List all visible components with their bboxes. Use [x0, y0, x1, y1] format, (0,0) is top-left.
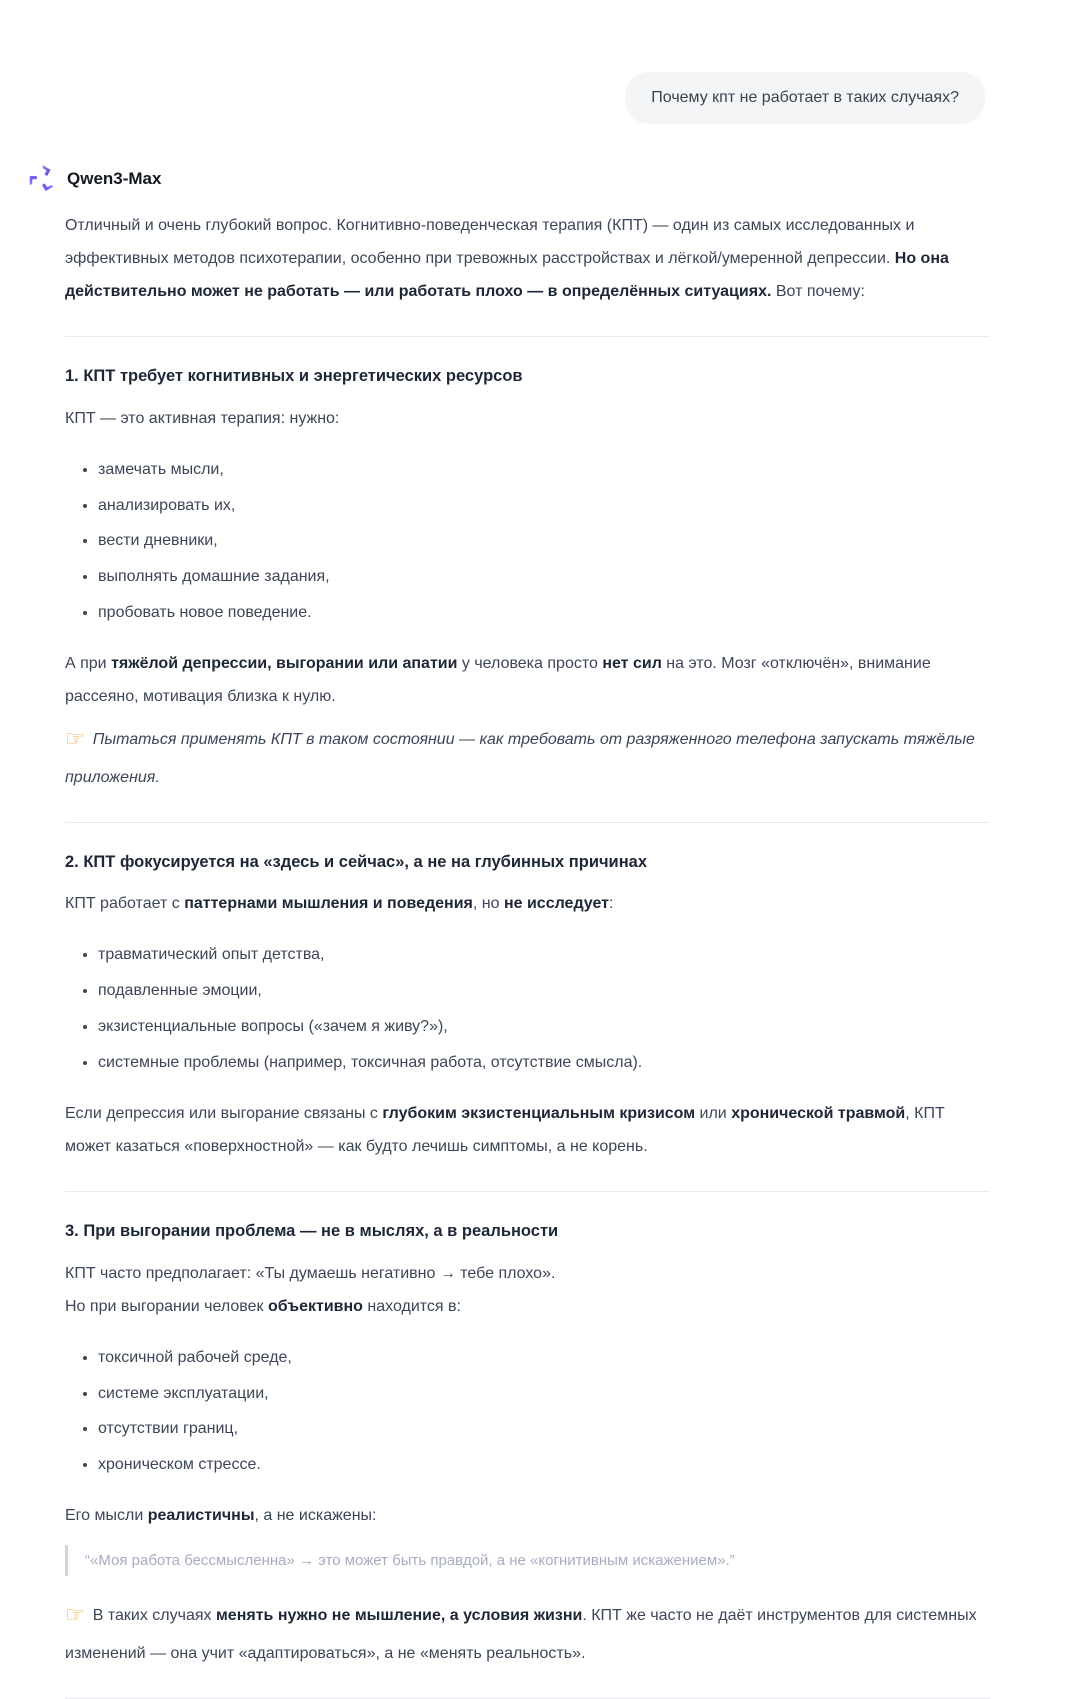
quote-block — [65, 1545, 990, 1576]
text: находится в: — [362, 1297, 461, 1315]
text: Его мысли — [65, 1507, 148, 1525]
intro-bold: Но она действительно может не работать — или работать плохо — в определённых ситуациях. — [65, 249, 949, 300]
bold-text: тяжёлой депрессии, выгорании или апатии — [111, 655, 458, 673]
list-item: • замечать мысли, — [98, 454, 990, 487]
list-item: • вести дневники, — [98, 525, 990, 558]
list-item: • выполнять домашние задания, — [98, 561, 990, 594]
list-item: • системе эксплуатации, — [98, 1378, 990, 1411]
section-1-lead: КПТ — это активная терапия: нужно: — [65, 409, 340, 427]
bold-text: не исследует — [503, 895, 610, 913]
model-name: Qwen3-Max — [67, 169, 162, 188]
text: В таких случаях — [92, 1607, 216, 1625]
note-italic-text: Пытаться применять КПТ в таком состоянии — как требовать от разряженного телефона запускать тяжёлые приложения. — [65, 731, 975, 786]
section-3-heading: 3. При выгорании проблема — не в мыслях, а в реальности — [65, 1221, 559, 1240]
assistant-header — [25, 162, 990, 196]
assistant-message — [25, 162, 990, 1699]
section-2-list — [65, 939, 990, 1080]
bold-text: реалистичны — [147, 1507, 255, 1525]
list-item: • системные проблемы (например, токсичная работа, отсутствие смысла). — [98, 1047, 990, 1080]
section-1-heading: 1. КПТ требует когнитивных и энергетических ресурсов — [65, 366, 523, 385]
bold-text: объективно — [267, 1297, 363, 1315]
list-item: • анализировать их, — [98, 490, 990, 523]
text: КПТ часто предполагает: «Ты думаешь негативно → тебе плохо». — [65, 1264, 556, 1282]
section-1-list — [65, 454, 990, 631]
text: , а не искажены: — [254, 1507, 377, 1525]
assistant-body — [65, 210, 990, 1699]
list-item: • пробовать новое поведение. — [98, 597, 990, 630]
list-item: • токсичной рабочей среде, — [98, 1342, 990, 1375]
section-3-lead — [65, 1258, 990, 1324]
list-item: • хроническом стрессе. — [98, 1449, 990, 1482]
bold-text: паттернами мышления и поведения — [184, 895, 473, 913]
section-divider — [65, 336, 990, 337]
text: или — [695, 1105, 732, 1123]
bottom-divider — [65, 1698, 990, 1699]
text: . КПТ же часто не даёт инструментов для системных изменений — она учит «адаптироваться», а не «менять реальность». — [65, 1607, 977, 1662]
intro-tail: Вот почему: — [771, 282, 865, 300]
section-divider — [65, 1191, 990, 1192]
intro-text: Отличный и очень глубокий вопрос. Когнитивно-поведенческая терапия (КПТ) — один из самых исследованных и эффективных методов психотерапии, особенно при тревожных расстройствах и лёгкой/умеренной депрессии. — [65, 217, 915, 267]
text: , но — [472, 895, 504, 913]
list-item: • экзистенциальные вопросы («зачем я живу?»), — [98, 1011, 990, 1044]
user-message-row — [0, 0, 1085, 124]
bold-text: хронической травмой — [731, 1105, 906, 1123]
text: у человека просто — [457, 655, 603, 673]
list-item: • отсутствии границ, — [98, 1413, 990, 1446]
text: Если депрессия или выгорание связаны с — [65, 1105, 383, 1123]
user-message-text: Почему кпт не работает в таких случаях? — [651, 89, 959, 106]
section-2-heading: 2. КПТ фокусируется на «здесь и сейчас», а не на глубинных причинах — [65, 852, 648, 871]
qwen-logo-icon — [25, 162, 59, 196]
text: на это. Мозг «отключён», внимание рассеяно, мотивация близка к нулю. — [65, 655, 931, 706]
text: : — [609, 895, 614, 913]
list-item: • подавленные эмоции, — [98, 975, 990, 1008]
text: А при — [65, 655, 112, 673]
section-1-after — [65, 648, 990, 714]
pointing-finger-icon: ☞ — [65, 726, 85, 752]
bold-text: нет сил — [602, 655, 662, 673]
text: Но при выгорании человек — [65, 1297, 268, 1315]
bold-text: глубоким экзистенциальным кризисом — [382, 1105, 696, 1123]
bold-text: менять нужно не мышление, а условия жизни — [215, 1607, 583, 1625]
list-item: • травматический опыт детства, — [98, 939, 990, 972]
section-3-after — [65, 1500, 990, 1533]
text: , КПТ может казаться «поверхностной» — как будто лечишь симптомы, а не корень. — [65, 1105, 945, 1155]
section-2-lead — [65, 888, 990, 921]
pointing-finger-icon: ☞ — [65, 1602, 85, 1628]
section-3-note — [65, 1592, 990, 1670]
section-divider — [65, 822, 990, 823]
text: КПТ работает с — [65, 895, 185, 913]
section-2-after — [65, 1098, 990, 1164]
section-3-list — [65, 1342, 990, 1483]
user-message-bubble — [625, 72, 985, 124]
section-1-note — [65, 716, 990, 794]
quote-text: “«Моя работа бессмысленна» → это может быть правдой, а не «когнитивным искажением».” — [85, 1552, 735, 1570]
intro-paragraph — [65, 210, 990, 309]
